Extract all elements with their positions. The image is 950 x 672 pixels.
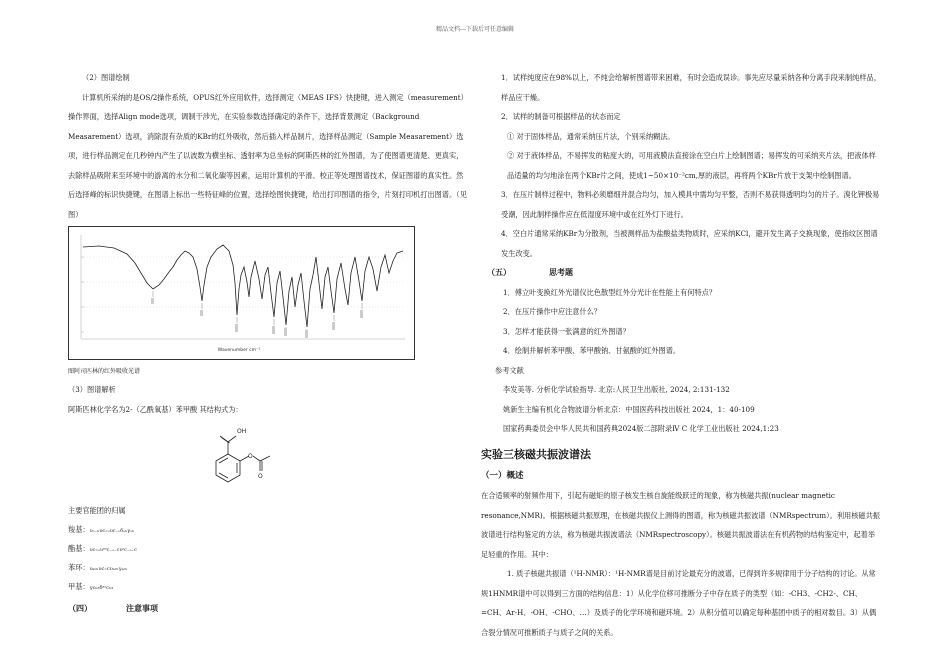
section-5-number: （五） bbox=[487, 267, 511, 277]
note-1: 1．试样纯度应在98%以上，不纯会给解析图谱带来困难，有时会造成误诊。事先应尽量采纳各种分离手段来制纯样品，样品应干燥。 bbox=[501, 73, 881, 102]
x-axis-label: Wavenumber cm⁻¹ bbox=[217, 348, 261, 353]
nmr-overview-paragraph: 在合适频率的射频作用下，引起有磁矩的原子核发生核自旋能级跃迁的现象，称为核磁共振(nuclear magnetic resonance,NMR)。根据核磁共振原理，在核磁共振仪上测得的图谱，称为核磁共振波谱（NMRspectrum）。利用核磁共振波谱进行结构鉴定的方法，称为核磁共振波谱法（NMRspectroscopy）。核磁共振波谱法在有机药物的结构鉴定中，起着举足轻重的作用。其中： bbox=[481, 491, 880, 559]
group-label: 酯基： bbox=[68, 543, 90, 553]
structure-oh-label: OH bbox=[237, 428, 247, 435]
group-row-ester bbox=[68, 540, 468, 559]
question-2: 2．在压片操作中应注意什么？ bbox=[503, 307, 602, 316]
question-3: 3．怎样才能获得一张满意的红外图谱？ bbox=[503, 326, 630, 336]
note-2a: ① 对于固体样品，通常采纳压片法，个别采纳糊法。 bbox=[507, 131, 675, 141]
reference-1: 李发美等. 分析化学试验指导. 北京:人民卫生出版社, 2024, 2:131-132 bbox=[503, 385, 730, 394]
functional-groups-title: 主要官能团的归属 bbox=[68, 506, 126, 515]
section-4-heading bbox=[68, 599, 468, 619]
group-vibrations: υc₌ₒυᵃˢc₋ₒ₋cυˢc₋ₒ₋c bbox=[89, 546, 137, 553]
references-title: 参考文献 bbox=[495, 365, 524, 375]
group-row-benzene bbox=[68, 559, 468, 578]
group-vibrations: γcₕ₃δᵃˢcₕ₃ bbox=[89, 584, 114, 591]
section-2-title: （2）图谱绘制 bbox=[82, 73, 130, 82]
proton-nmr-paragraph: 1. 质子核磁共振谱（¹H-NMR）：¹H-NMR谱是目前讨论最充分的波谱，已得到许多规律用于分子结构的讨论。从常规1HNMR谱中可以得到三方面的结构信息：1）从化学位移可推断分子中存在质子的类型（如：-CH3、-CH2-、CH、=CH、Ar-H、-OH、-CHO、…）及质子的化学环境和磁环境。2）从积分值可以确定每种基团中质子的相对数目。3）从偶合裂分情况可推断质子与质子之间的关系。 bbox=[481, 569, 877, 637]
group-label: 苯环： bbox=[68, 562, 90, 572]
group-label: 羧基： bbox=[68, 524, 90, 534]
structure-ether-o-label: O bbox=[248, 453, 253, 460]
group-row-carboxyl bbox=[68, 521, 468, 540]
left-column bbox=[68, 68, 468, 618]
structure-carbonyl-o-label: O bbox=[258, 473, 263, 480]
note-3: 3．在压片制样过程中，物料必须磨细并混合均匀，加入模具中需均匀平整，否则不易获得透明均匀的片子。溴化钾极易受潮，因此制样操作应在低湿度环境中或在红外灯下进行。 bbox=[501, 190, 880, 219]
aspirin-structure bbox=[186, 419, 296, 501]
section-5-title: 思考题 bbox=[549, 267, 573, 277]
group-label: 甲基： bbox=[68, 581, 90, 591]
group-vibrations: υₐᵣₕυc₌cυₐᵣₕγₐᵣₕ bbox=[89, 565, 128, 572]
page-header: 精品文档---下载后可任意编辑 bbox=[435, 26, 515, 33]
note-2b: ② 对于液体样品，不易挥发的粘度大的，可用液膜法直接涂在空白片上绘制图谱；易挥发的可采纳夹片法，把液体样品适量的均匀地涂在两个KBr片之间，使成1~50×10⁻²cm,厚的液层，再将两个KBr片放于支架中绘制图谱。 bbox=[507, 151, 876, 180]
group-row-methyl bbox=[68, 578, 468, 597]
right-column bbox=[481, 68, 881, 642]
ir-spectrum-plot bbox=[69, 227, 414, 359]
section-5-heading bbox=[481, 263, 881, 283]
figure-caption: 图阿司匹林的红外吸收光谱 bbox=[68, 368, 141, 375]
spectrum-trace bbox=[83, 245, 403, 327]
ir-spectrum-figure bbox=[68, 226, 415, 360]
section-4-title: 注意事项 bbox=[126, 602, 158, 613]
reference-3: 国家药典委员会中华人民共和国药典2024版二部附录Ⅳ C 化学工业出版社 2024,1:23 bbox=[503, 424, 779, 433]
question-1: 1．傅立叶变换红外光谱仪比色散型红外分光计在性能上有何特点？ bbox=[503, 287, 717, 297]
reference-2: 姚新生主编有机化合物波谱分析北京：中国医药科技出版社 2024，1：40-109 bbox=[503, 404, 755, 414]
section-3-title: （3）图谱解析 bbox=[68, 385, 116, 394]
aspirin-formula-line: 阿斯匹林化学名为2-（乙酰氧基）苯甲酸 其结构式为： bbox=[68, 404, 243, 414]
group-vibrations: υₒ₋ₕυc₌ₒυc₋ₒδₒₕγₒₕ bbox=[89, 527, 135, 534]
note-2: 2．试样的制备可根据样品的状态而定 bbox=[501, 112, 621, 121]
section-4-number: （四） bbox=[68, 602, 92, 613]
spectrum-procedure-paragraph: 计算机所采纳的是OS/2操作系统，OPUS红外应用软件，选择测定（MEAS IFS）快捷键，进入测定（measurement）操作界面，选择Align mode选项，调制干涉光，在实验参数选择确定的条件下，选择背景测定（Background Measarement）选项，消除混有杂质的KBr的红外吸收，然后插入样品制片，选择样品测定（Sample Measarement）选项，进行样品测定在几秒钟内产生了以波数为横坐标、透射率为总坐标的阿斯匹林的红外图谱，为了使图谱更清楚、更真实，去除样品吸附来至环境中的游离的水分和二氧化碳等因素，运用计算机的平滑、校正等处理图谱技术，保证图谱的真实性。然后选择峰的标识快捷键，在图谱上标出一些特征峰的位置，选择绘图快捷键，给出打印图谱的指令，片刻打印机打出图谱。（见图） bbox=[68, 92, 468, 219]
experiment-3-overview-heading: （一）概述 bbox=[481, 470, 524, 481]
question-4: 4．绘制并解析苯甲酸、苯甲酸钠、甘氨酸的红外图谱。 bbox=[503, 346, 681, 355]
note-4: 4．空白片通常采纳KBr为分散剂，当被测样品为盐酸盐类物质时，应采纳KCl，避开发生离子交换现象，使指纹区图谱发生改变。 bbox=[501, 229, 878, 258]
experiment-3-title: 实验三核磁共振波谱法 bbox=[481, 447, 591, 461]
